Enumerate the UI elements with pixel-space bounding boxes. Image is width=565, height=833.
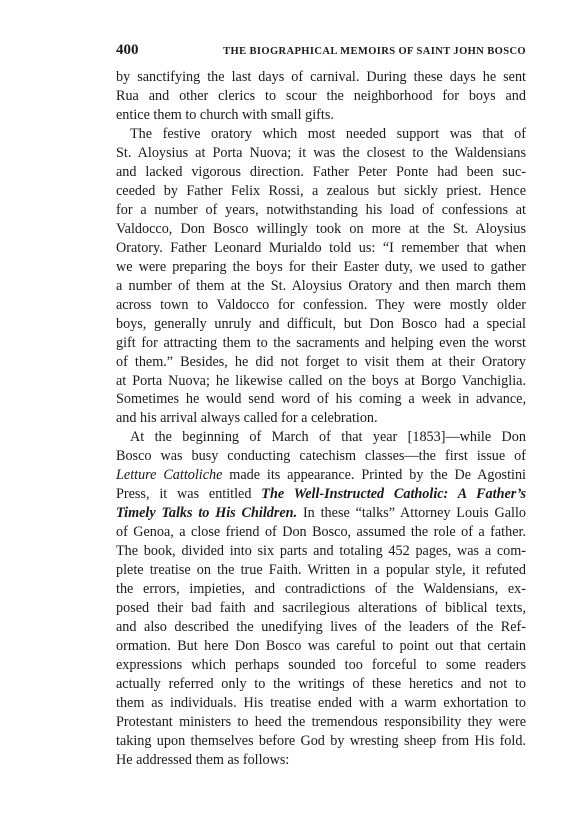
text-line (116, 675, 526, 694)
text-line (116, 163, 526, 182)
text-segment: Letture Cattoliche (116, 467, 223, 484)
text-segment: St. Aloysius at Porta Nuova; it was the closest to the Waldensians (116, 144, 526, 161)
text-line (116, 390, 526, 409)
text-segment: Oratory. Father Leonard Murialdo told us: “I remember that when (116, 239, 526, 256)
text-line (116, 447, 526, 466)
text-segment: boys, generally unruly and difficult, but Don Bosco had a special (116, 315, 526, 332)
text-line (116, 353, 526, 372)
text-segment: at Porta Nuova; he likewise called on the boys at Borgo Vanchiglia. (116, 372, 526, 389)
text-line (116, 258, 526, 277)
text-line (116, 334, 526, 353)
text-segment: and also described the unedifying lives of the leaders of the Ref- (116, 619, 526, 636)
body-text (116, 68, 526, 770)
text-segment: taking upon themselves before God by wresting sheep from His fold. (116, 732, 526, 749)
text-segment: He addressed them as follows: (116, 751, 290, 768)
text-segment: At the beginning of March of that year [1853]—while Don (130, 429, 526, 446)
text-segment: expressions which perhaps sounded too forceful to some readers (116, 657, 526, 674)
text-line (116, 637, 526, 656)
running-title: THE BIOGRAPHICAL MEMOIRS OF SAINT JOHN BOSCO (223, 46, 526, 57)
text-segment: for a number of years, notwithstanding his load of confessions at (116, 201, 526, 218)
text-line (116, 656, 526, 675)
text-line (116, 713, 526, 732)
text-segment: Protestant ministers to heed the tremendous responsibility they were (116, 713, 526, 730)
text-segment: Timely Talks to His Children. (116, 505, 298, 522)
text-line (116, 466, 526, 485)
text-line (116, 580, 526, 599)
text-segment: In these “talks” Attorney Louis Gallo (297, 505, 526, 522)
text-segment: Press, it was entitled (116, 486, 262, 503)
text-segment: posed their bad faith and sacrilegious alterations of biblical texts, (116, 600, 526, 617)
text-line (116, 599, 526, 618)
text-line (116, 409, 526, 428)
text-line (116, 239, 526, 258)
text-segment: of them.” Besides, he did not forget to visit them at their Oratory (116, 353, 526, 370)
text-segment: plete treatise on the true Faith. Written in a popular style, it refuted (116, 562, 526, 579)
text-line (116, 485, 526, 504)
page-number: 400 (116, 42, 139, 58)
text-segment: Rua and other clerics to scour the neighborhood for boys and (116, 87, 526, 104)
text-segment: The book, divided into six parts and totaling 452 pages, was a com- (116, 543, 526, 560)
text-line (116, 144, 526, 163)
text-segment: the errors, impieties, and contradictions of the Waldensians, ex- (116, 581, 526, 598)
text-segment: of Genoa, a close friend of Don Bosco, assumed the role of a father. (116, 524, 526, 541)
text-line (116, 542, 526, 561)
text-segment: Valdocco, Don Bosco willingly took on more at the St. Aloysius (116, 220, 526, 237)
text-line (116, 106, 526, 125)
text-line (116, 277, 526, 296)
text-segment: made its appearance. Printed by the De Agostini (222, 467, 526, 484)
text-line (116, 732, 526, 751)
text-line (116, 428, 526, 447)
text-line (116, 87, 526, 106)
text-segment: The Well-Instructed Catholic: A Father’s (261, 486, 526, 503)
text-line (116, 220, 526, 239)
text-segment: across town to Valdocco for confession. They were mostly older (116, 296, 526, 313)
text-line (116, 751, 526, 770)
text-segment: and lacked vigorous direction. Father Peter Ponte had been suc- (116, 163, 526, 180)
text-segment: and his arrival always called for a celebration. (116, 410, 378, 427)
text-line (116, 523, 526, 542)
text-line (116, 561, 526, 580)
text-segment: Sometimes he would send word of his coming a week in advance, (116, 391, 526, 408)
text-segment: gift for attracting them to the sacraments and helping even the worst (116, 334, 526, 351)
text-segment: The festive oratory which most needed support was that of (130, 125, 526, 142)
text-line (116, 201, 526, 220)
text-line (116, 125, 526, 144)
text-segment: Bosco was busy conducting catechism classes—the first issue of (116, 448, 526, 465)
text-line (116, 372, 526, 391)
text-segment: a number of them at the St. Aloysius Oratory and then march them (116, 277, 526, 294)
text-line (116, 315, 526, 334)
text-line (116, 296, 526, 315)
text-line (116, 504, 526, 523)
text-segment: them as individuals. His treatise ended with a warm exhortation to (116, 694, 526, 711)
text-line (116, 182, 526, 201)
page-header (116, 42, 526, 64)
text-segment: ormation. But here Don Bosco was careful to point out that certain (116, 638, 526, 655)
text-line (116, 68, 526, 87)
text-segment: ceeded by Father Felix Rossi, a zealous but sickly priest. Hence (116, 182, 526, 199)
text-line (116, 618, 526, 637)
text-segment: actually referred only to the writings of these heretics and not to (116, 676, 526, 692)
text-segment: by sanctifying the last days of carnival. During these days he sent (116, 69, 526, 85)
text-segment: entice them to church with small gifts. (116, 106, 334, 123)
text-segment: we were preparing the boys for their Easter duty, we used to gather (116, 258, 526, 275)
text-line (116, 694, 526, 713)
